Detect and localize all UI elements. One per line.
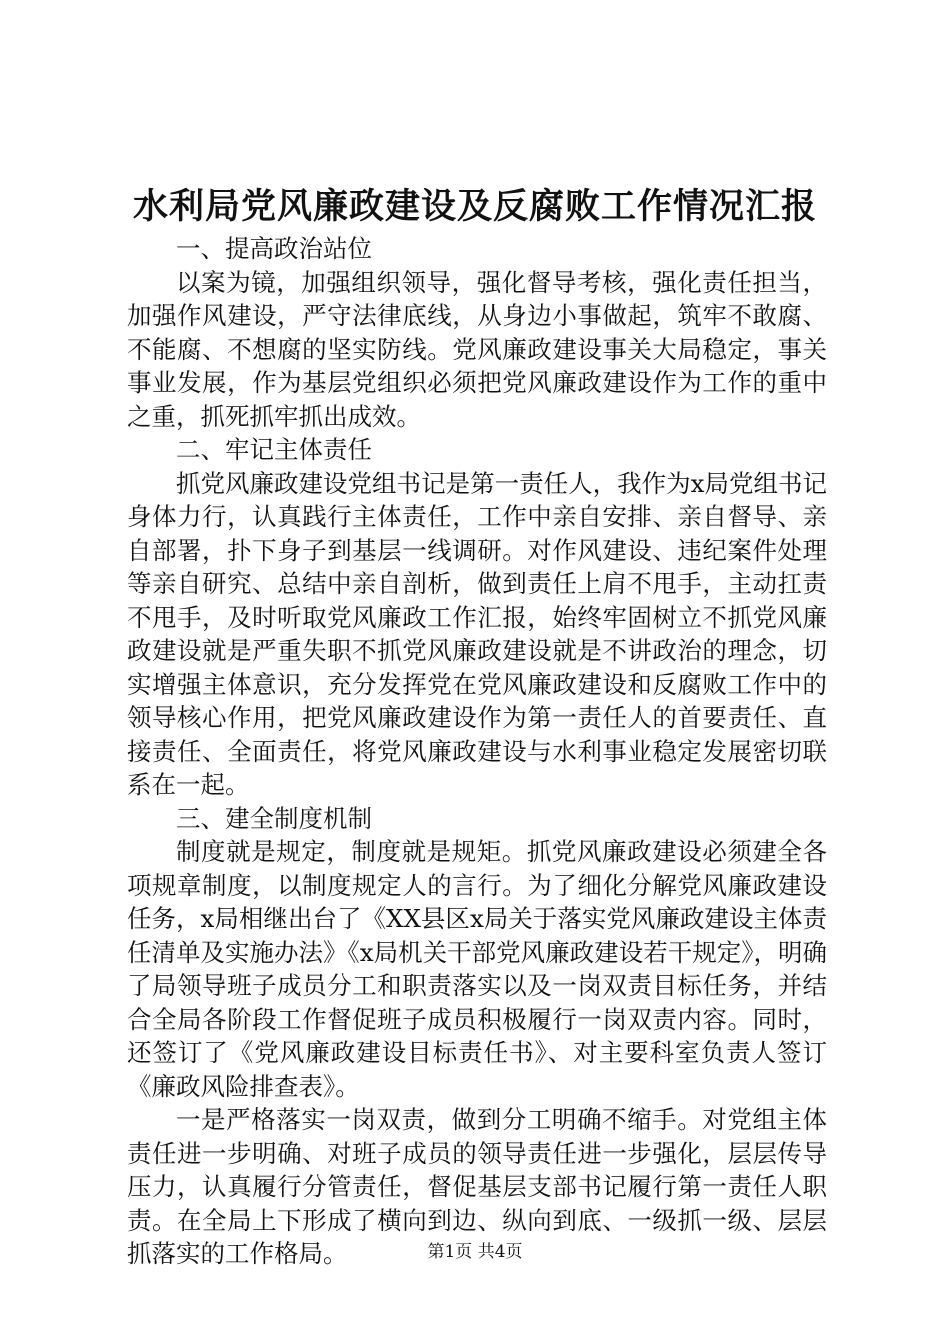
section-heading-2: 二、牢记主体责任 (176, 435, 372, 464)
section-heading-3: 三、建全制度机制 (176, 803, 372, 833)
page-number-footer: 第1页 共4页 (427, 1242, 523, 1262)
paragraph-4: 一是严格落实一岗双责，做到分工明确不缩手。对党组主体责任进一步明确、对班子成员的领导责任进一步强化，层层传导压力，认真履行分管责任，督促基层支部书记履行第一责任人职责。在全局上下形成了横向到边、纵向到底、一级抓一级、层层抓落实的工作格局。 (127, 1105, 827, 1268)
document-body (127, 232, 827, 1271)
paragraph-2: 抓党风廉政建设党组书记是第一责任人，我作为x局党组书记身体力行，认真践行主体责任，工作中亲自安排、亲自督导、亲自部署，扑下身子到基层一线调研。对作风建设、违纪案件处理等亲自研究、总结中亲自剖析，做到责任上肩不甩手，主动扛责不甩手，及时听取党风廉政工作汇报，始终牢固树立不抓党风廉政建设就是严重失职不抓党风廉政建设就是不讲政治的理念，切实增强主体意识，充分发挥党在党风廉政建设和反腐败工作中的领导核心作用，把党风廉政建设作为第一责任人的首要责任、直接责任、全面责任，将党风廉政建设与水利事业稳定发展密切联系在一起。 (127, 468, 827, 799)
paragraph-1: 以案为镜，加强组织领导，强化督导考核，强化责任担当，加强作风建设，严守法律底线，从身边小事做起，筑牢不敢腐、不能腐、不想腐的坚实防线。党风廉政建设事关大局稳定，事关事业发展，作为基层党组织必须把党风廉政建设作为工作的重中之重，抓死抓牢抓出成效。 (127, 267, 827, 431)
paragraph-3: 制度就是规定，制度就是规矩。抓党风廉政建设必须建全各项规章制度，以制度规定人的言行。为了细化分解党风廉政建设任务，x局相继出台了《XX县区x局关于落实党风廉政建设主体责任清单及实施办法》《x局机关干部党风廉政建设若干规定》，明确了局领导班子成员分工和职责落实以及一岗双责目标任务，并结合全局各阶段工作督促班子成员积极履行一岗双责内容。同时，还签订了《党风廉政建设目标责任书》、对主要科室负责人签订《廉政风险排查表》。 (127, 837, 827, 1101)
document-title: 水利局党风廉政建设及反腐败工作情况汇报 (132, 186, 817, 227)
section-heading-1: 一、提高政治站位 (176, 234, 372, 263)
